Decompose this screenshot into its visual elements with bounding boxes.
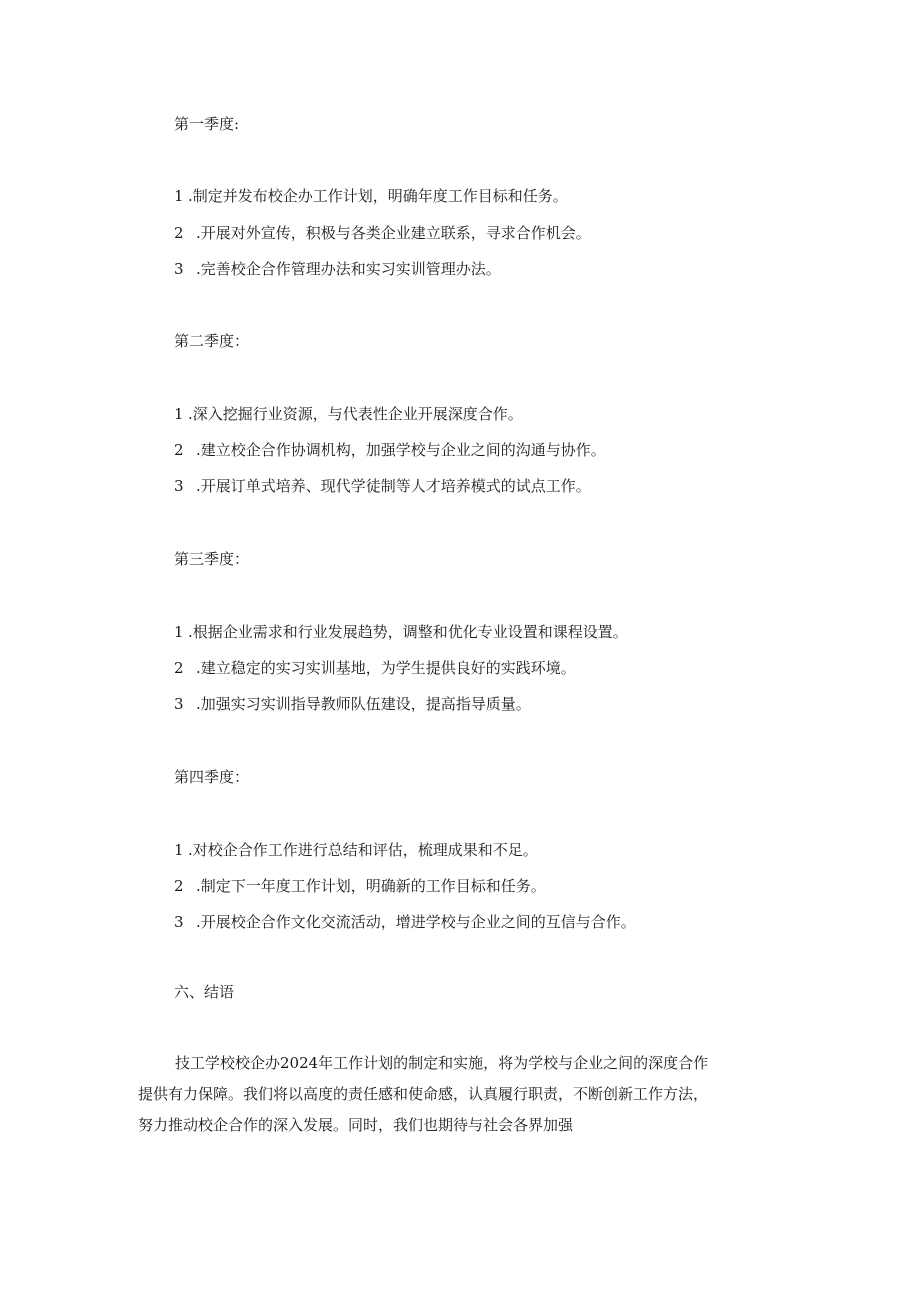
paragraph-line: 努力推动校企合作的深入发展。同时，我们也期待与社会各界加强 [138, 1116, 574, 1134]
list-item [174, 912, 636, 932]
item-number: 1 [174, 841, 184, 859]
item-text: .完善校企合作管理办法和实习实训管理办法。 [196, 260, 501, 278]
item-number: 3 [174, 913, 184, 931]
item-text: .制定下一年度工作计划，明确新的工作目标和任务。 [196, 877, 546, 895]
item-text: .加强实习实训指导教师队伍建设，提高指导质量。 [196, 695, 531, 713]
section-title-q2: 第二季度： [174, 332, 250, 350]
list-item [174, 440, 606, 460]
item-text: .深入挖掘行业资源，与代表性企业开展深度合作。 [188, 405, 523, 423]
item-number: 3 [174, 695, 184, 713]
item-number: 3 [174, 260, 184, 278]
list-item [174, 694, 531, 714]
item-number: 1 [174, 405, 184, 423]
item-text: .建立稳定的实习实训基地，为学生提供良好的实践环境。 [196, 659, 576, 677]
list-item [174, 622, 628, 642]
list-item [174, 658, 576, 678]
item-number: 1 [174, 187, 184, 205]
item-text: .制定并发布校企办工作计划，明确年度工作目标和任务。 [188, 187, 568, 205]
paragraph-line: 提供有力保障。我们将以高度的责任感和使命感，认真履行职责，不断创新工作方法， [138, 1085, 709, 1103]
conclusion-paragraph [138, 1048, 798, 1141]
item-text: .根据企业需求和行业发展趋势，调整和优化专业设置和课程设置。 [188, 623, 628, 641]
item-number: 2 [174, 224, 184, 242]
item-text: .开展订单式培养、现代学徒制等人才培养模式的试点工作。 [196, 477, 591, 495]
item-text: .开展对外宣传，积极与各类企业建立联系，寻求合作机会。 [196, 224, 591, 242]
item-text: .建立校企合作协调机构，加强学校与企业之间的沟通与协作。 [196, 441, 606, 459]
item-text: .开展校企合作文化交流活动，增进学校与企业之间的互信与合作。 [196, 913, 636, 931]
list-item [174, 840, 538, 860]
list-item [174, 223, 591, 243]
list-item [174, 476, 591, 496]
conclusion-title: 六、结语 [174, 983, 235, 1001]
item-number: 3 [174, 477, 184, 495]
item-number: 2 [174, 441, 184, 459]
item-number: 1 [174, 623, 184, 641]
list-item [174, 259, 501, 279]
paragraph-line: 技工学校校企办2024年工作计划的制定和实施，将为学校与企业之间的深度合作 [175, 1054, 709, 1072]
item-number: 2 [174, 659, 184, 677]
list-item [174, 186, 568, 206]
item-text: .对校企合作工作进行总结和评估，梳理成果和不足。 [188, 841, 538, 859]
section-title-q1: 第一季度: [174, 115, 240, 133]
list-item [174, 404, 523, 424]
item-number: 2 [174, 877, 184, 895]
section-title-q4: 第四季度： [174, 768, 250, 786]
section-title-q3: 第三季度： [174, 550, 250, 568]
list-item [174, 876, 546, 896]
